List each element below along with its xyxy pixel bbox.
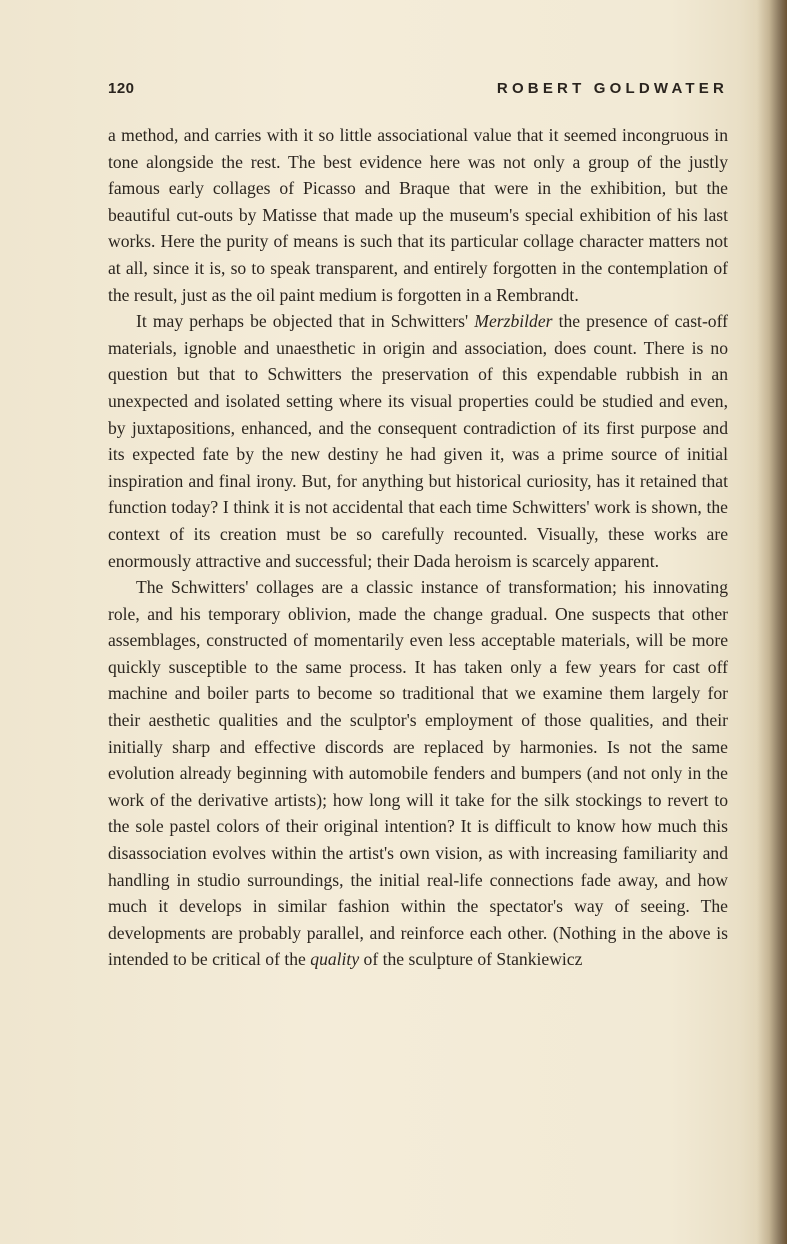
- running-head-author: ROBERT GOLDWATER: [496, 80, 728, 97]
- running-head: [108, 80, 728, 102]
- paragraph-1-text: a method, and carries with it so little associational value that it seemed incongruous in tone alongside the rest. The best evidence here was not only a group of the justly famous early collages of Picasso and Braque that were in the exhibition, but the beautiful cut-outs by Matisse that made up the museum's special exhibition of his last works. Here the purity of means is such that its particular collage character matters not at all, since it is, so to speak transparent, and entirely forgotten in the contemplation of the result, just as the oil paint medium is forgotten in a Rembrandt.: [108, 125, 728, 305]
- page-number: 120: [108, 80, 135, 97]
- merzbilder-title: Merzbilder: [474, 311, 553, 332]
- paragraph-2-text-b: the presence of cast-off materials, ignoble and unaesthetic in origin and association, does count. There is no question but that to Schwitters the preservation of this expendable rubbish in an unexpected and isolated setting where its visual properties could be studied and even, by juxtapositions, enhanced, and the consequent contradiction of its first purpose and its expected fate by the new destiny he had given it, was a prime source of initial inspiration and final irony. But, for anything but historical curiosity, has it retained that function today? I think it is not accidental that each time Schwitters' work is shown, the context of its creation must be so carefully recounted. Visually, these works are enormously attractive and successful; their Dada heroism is scarcely apparent.: [108, 311, 728, 571]
- paragraph-2: [108, 308, 728, 574]
- page-edge-shadow: [757, 0, 787, 1244]
- paragraph-3: [108, 574, 728, 973]
- paragraph-2-text-a: It may perhaps be objected that in Schwitters': [136, 311, 475, 332]
- quality-emphasis: quality: [310, 949, 360, 970]
- paragraph-3-text-b: of the sculpture of Stankiewicz: [359, 949, 583, 970]
- paragraph-1: [108, 122, 728, 308]
- body-text: [108, 122, 728, 973]
- paragraph-3-text-a: The Schwitters' collages are a classic instance of transformation; his innovating role, and his temporary oblivion, made the change gradual. One suspects that other assemblages, constructed of momentarily even less acceptable materials, will be more quickly susceptible to the same process. It has taken only a few years for cast off machine and boiler parts to become so traditional that we examine them largely for their aesthetic qualities and the sculptor's employment of those qualities, and their initially sharp and effective discords are replaced by harmonies. Is not the same evolution already beginning with automobile fenders and bumpers (and not only in the work of the derivative artists); how long will it take for the silk stockings to revert to the sole pastel colors of their original intention? It is difficult to know how much this disassociation evolves within the artist's own vision, as with increasing familiarity and handling in studio surroundings, the initial real-life connections fade away, and how much it develops in similar fashion within the spectator's way of seeing. The developments are probably parallel, and reinforce each other. (Nothing in the above is intended to be critical of the: [108, 577, 728, 970]
